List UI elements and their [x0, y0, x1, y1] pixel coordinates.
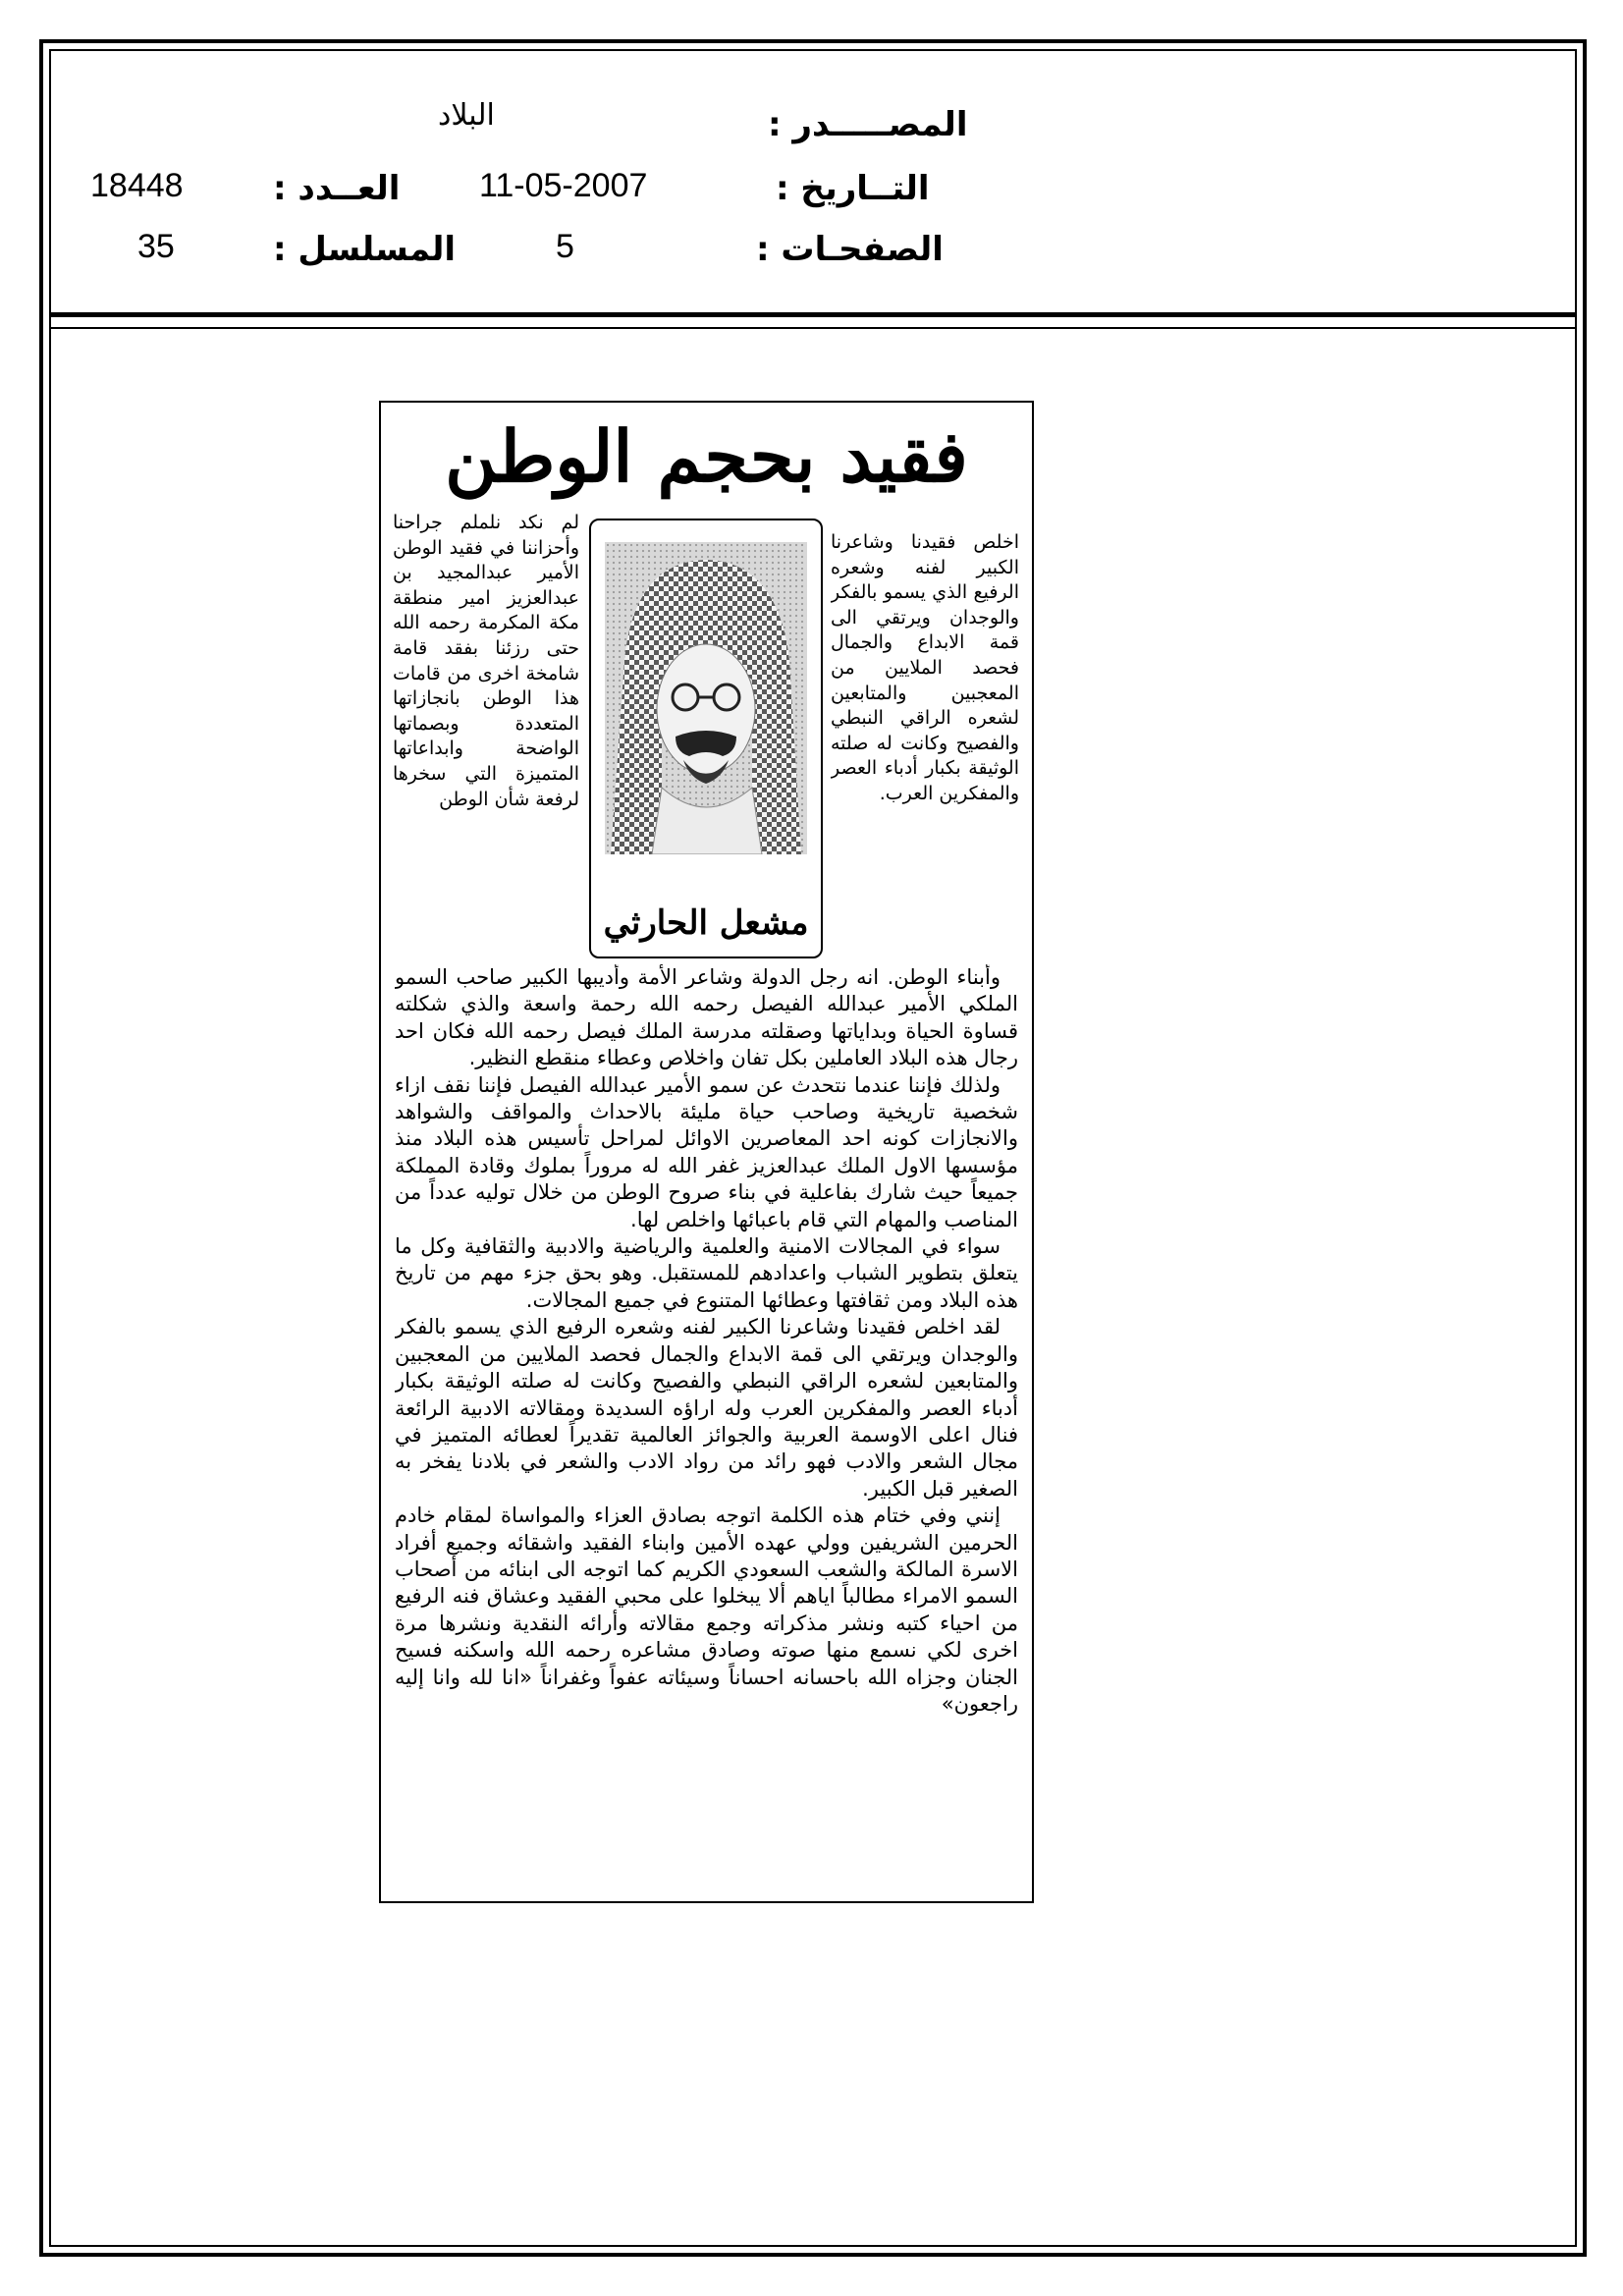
article-paragraph: ولذلك فإننا عندما نتحدث عن سمو الأمير عبدالله الفيصل فإننا نقف ازاء شخصية تاريخية وصاحب حياة مليئة بالاحداث والمواقف والشواهد والانجازات كونه احد المعاصرين الاوائل لمراحل تأسيس هذه البلاد منذ مؤسسها الاول الملك عبدالعزيز غفر الله له مروراً بملوك وقادة المملكة جميعاً حيث شارك بفاعلية في بناء صروح الوطن من خلال توليه عدداً من المناصب والمهام التي قام باعبائها واخلص لها. — [395, 1072, 1018, 1231]
article-paragraph: إنني وفي ختام هذه الكلمة اتوجه بصادق العزاء والمواساة لمقام خادم الحرمين الشريفين وولي عهده الأمين وابناء الفقيد واشقائه وجميع أفراد الاسرة المالكة والشعب السعودي الكريم كما اتوجه الى ابنائه من أصحاب السمو الامراء مطالباً اياهم ألا يبخلوا على محبي الفقيد وعشاق فنه الرفيع من احياء كتبه ونشر مذكراته وجمع مقالاته وأرائه النقدية ونشرها مرة اخرى لكي نسمع منها صوته وصادق مشاعره رحمه الله واسكنه فسيح الجنان وجزاه الله باحسانه احساناً وسيئاته عفواً وغفراناً «انا لله وانا إليه راجعون» — [395, 1503, 1018, 1716]
issue-label: العــدد : — [273, 169, 401, 208]
article-headline: فقيد بحجم الوطن — [445, 414, 968, 498]
author-box — [589, 519, 823, 958]
serial-label: المسلسل : — [273, 230, 457, 269]
date-label: التــاريخ : — [776, 169, 930, 208]
article-body — [395, 964, 1018, 1887]
header-divider-thin — [49, 327, 1577, 329]
source-label: المصـــــدر : — [768, 105, 968, 144]
pages-label: الصفحـات : — [756, 230, 944, 269]
article-right-column: اخلص فقيدنا وشاعرنا الكبير لفنه وشعره الرفيع الذي يسمو بالفكر والوجدان ويرتقي الى قمة الابداع والجمال فحصد الملايين من المعجبين والمتابعين لشعره الراقي النبطي والفصيح وكانت له صلته الوثيقة بكبار أدباء العصر والمفكرين العرب. — [831, 531, 1019, 804]
header-divider — [49, 312, 1577, 317]
source-value: البلاد — [438, 98, 495, 133]
article-left-column: لم نكد نلملم جراحنا وأحزاننا في فقيد الوطن الأمير عبدالمجيد بن عبدالعزيز امير منطقة مكة المكرمة رحمه الله حتى رزئنا بفقد قامة شامخة اخرى من قامات هذا الوطن بانجازاتها المتعددة وبصماتها الواضحة وابداعاتها المتميزة التي سخرها لرفعة شأن الوطن — [393, 512, 579, 810]
serial-value: 35 — [137, 228, 175, 265]
article-paragraph: لقد اخلص فقيدنا وشاعرنا الكبير لفنه وشعره الرفيع الذي يسمو بالفكر والوجدان ويرتقي الى قمة الابداع والجمال فحصد الملايين من المعجبين والمتابعين لشعره الراقي النبطي والفصيح وكانت له صلته الوثيقة بكبار أدباء العصر والمفكرين العرب وله اراؤه السديدة ومقالاته الادبية الرائعة فنال اعلى الاوسمة العربية والجوائز العالمية تقديراً لعطائه المتميز في مجال الشعر والادب فهو رائد من رواد الادب والشعر في بلادنا يفخر به الصغير قبل الكبير. — [395, 1315, 1018, 1501]
article-clipping — [379, 401, 1034, 1903]
article-paragraph: سواء في المجالات الامنية والعلمية والرياضية والادبية والثقافية وكل ما يتعلق بتطوير الشباب واعدادهم للمستقبل. وهو بحق جزء مهم من تاريخ هذه البلاد ومن ثقافتها وعطائها المتنوع في جميع المجالات. — [395, 1234, 1018, 1312]
author-portrait-image — [605, 542, 807, 854]
issue-value: 18448 — [90, 167, 184, 204]
author-byline: مشعل الحارثي — [603, 903, 809, 943]
pages-value: 5 — [556, 228, 574, 265]
date-value: 11-05-2007 — [479, 167, 648, 204]
article-paragraph: وأبناء الوطن. انه رجل الدولة وشاعر الأمة وأديبها الكبير صاحب السمو الملكي الأمير عبدالله الفيصل رحمه الله رحمة واسعة والذي شكلته قساوة الحياة وبداياتها وصقلته مدرسة الملك فيصل رحمه الله فكان احد رجال هذه البلاد العاملين بكل تفان واخلاص وعطاء منقطع النظير. — [395, 965, 1018, 1070]
